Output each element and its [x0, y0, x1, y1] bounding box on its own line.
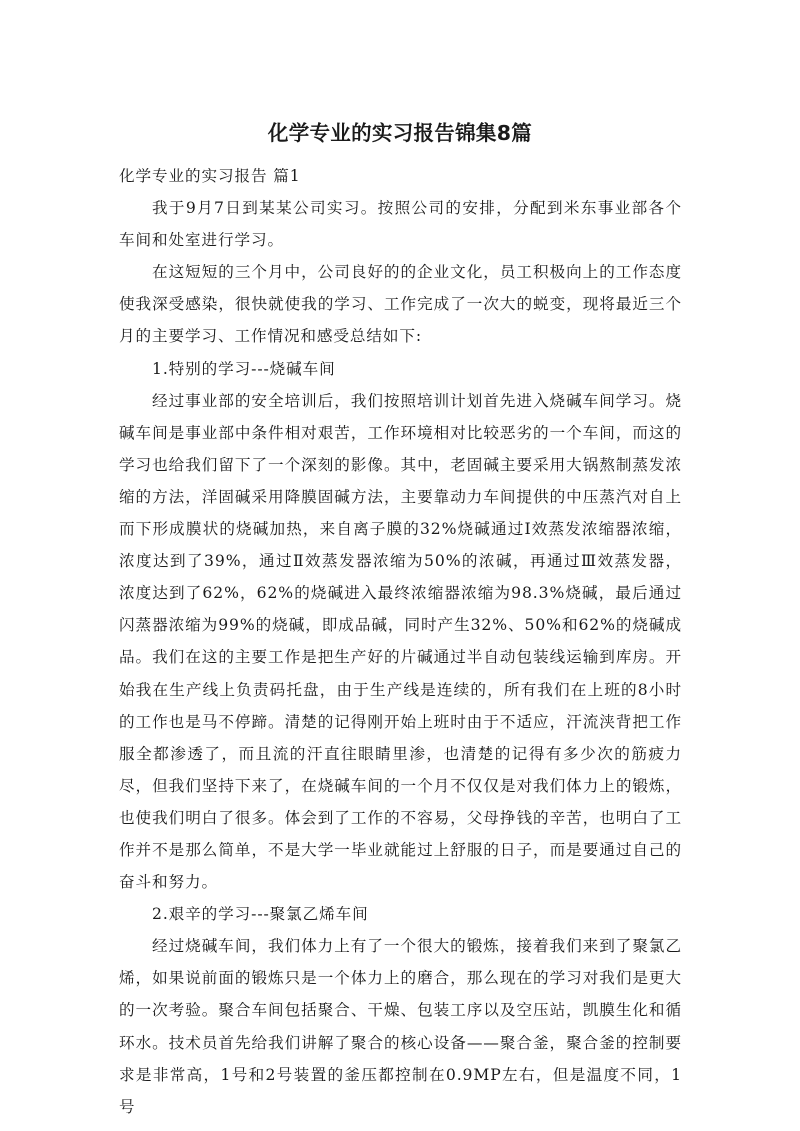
document-title: 化学专业的实习报告锦集8篇 — [267, 121, 533, 145]
paragraph-caustic-soda-workshop: 经过事业部的安全培训后，我们按照培训计划首先进入烧碱车间学习。烧碱车间是事业部中条件相对艰苦，工作环境相对比较恶劣的一个车间，而这的学习也给我们留下了一个深刻的影像。其中，老固碱主要采用大锅熬制蒸发浓缩的方法，洋固碱采用降膜固碱方法，主要靠动力车间提供的中压蒸汽对自上而下形成膜状的烧碱加热，来自离子膜的32%烧碱通过Ⅰ效蒸发浓缩器浓缩，浓度达到了39%，通过Ⅱ效蒸发器浓缩为50%的浓碱，再通过Ⅲ效蒸发器，浓度达到了62%，62%的烧碱进入最终浓缩器浓缩为98.3%烧碱，最后通过闪蒸器浓缩为99%的烧碱，即成品碱，同时产生32%、50%和62%的烧碱成品。我们在这的主要工作是把生产好的片碱通过半自动包装线运输到库房。开始我在生产线上负责码托盘，由于生产线是连续的，所有我们在上班的8小时的工作也是马不停蹄。清楚的记得刚开始上班时由于不适应，汗流浃背把工作服全都渗透了，而且流的汗直往眼睛里渗，也清楚的记得有多少次的筋疲力尽，但我们坚持下来了，在烧碱车间的一个月不仅仅是对我们体力上的锻炼，也使我们明白了很多。体会到了工作的不容易，父母挣钱的辛苦，也明白了工作并不是那么简单，不是大学一毕业就能过上舒服的日子，而是要通过自己的奋斗和努力。 — [119, 391, 682, 892]
paragraph-intro: 我于9月7日到某某公司实习。按照公司的安排，分配到米东事业部各个车间和处室进行学习。 — [119, 199, 682, 250]
heading-caustic-soda-workshop: 1.特别的学习---烧碱车间 — [152, 359, 336, 378]
heading-pvc-workshop: 2.艰辛的学习---聚氯乙烯车间 — [152, 905, 369, 924]
paragraph-summary: 在这短短的三个月中，公司良好的的企业文化，员工积极向上的工作态度使我深受感染，很快就使我的学习、工作完成了一次大的蜕变，现将最近三个月的主要学习、工作情况和感受总结如下: — [119, 263, 682, 346]
document-body — [119, 160, 682, 1123]
section-subtitle: 化学专业的实习报告 篇1 — [119, 167, 301, 185]
paragraph-pvc-workshop: 经过烧碱车间，我们体力上有了一个很大的锻炼，接着我们来到了聚氯乙烯，如果说前面的锻炼只是一个体力上的磨合，那么现在的学习对我们是更大的一次考验。聚合车间包括聚合、干燥、包装工序以及空压站，凯膜生化和循环水。技术员首先给我们讲解了聚合的核心设备——聚合釜，聚合釜的控制要求是非常高，1号和2号装置的釜压都控制在0.9MP左右，但是温度不同，1号 — [119, 937, 682, 1116]
